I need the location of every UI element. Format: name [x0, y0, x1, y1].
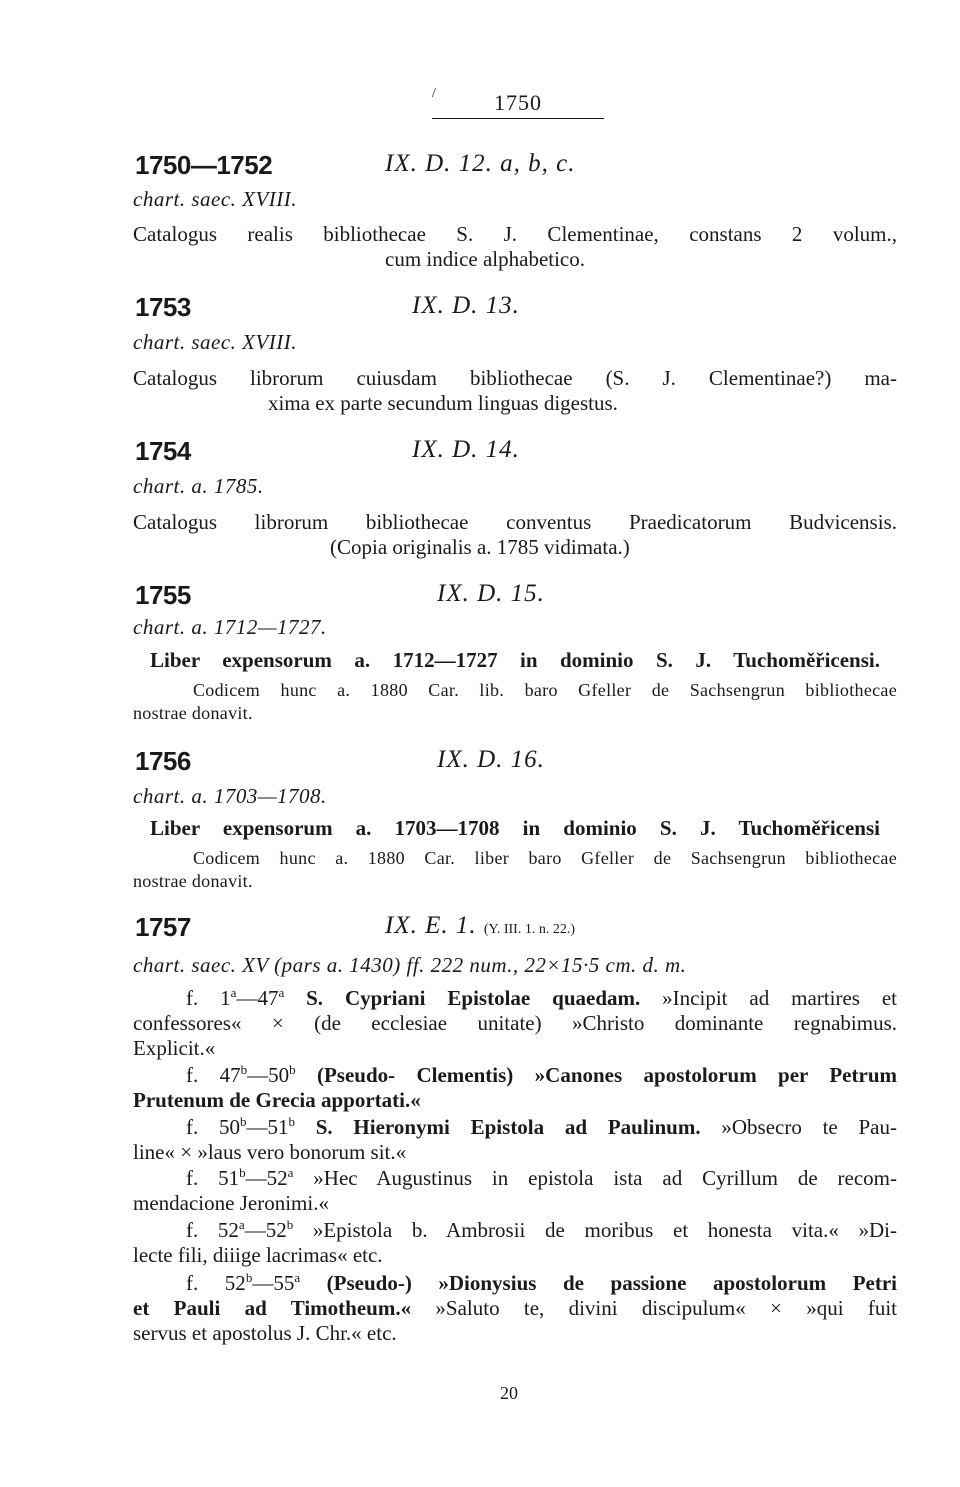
entry-number: 1753	[135, 292, 191, 322]
content-line: Explicit.«	[133, 1036, 216, 1060]
content-item: f. 51$^b$—52$^a$ »Hec Augustinus in epistola ista ad Cyrillum de recom-	[186, 1165, 897, 1190]
content-line: et Pauli ad Timotheum.« »Saluto te, divini discipulum« × »qui fuit	[133, 1296, 897, 1320]
content-folio: f. 51	[186, 1166, 240, 1190]
content-item: f. 1$^a$—47$^a$ S. Cypriani Epistolae quaedam. »Incipit ad martires et	[186, 985, 897, 1010]
content-item: f. 47$^b$—50$^b$ (Pseudo- Clementis) »Canones apostolorum per Petrum	[186, 1062, 897, 1087]
folio-number: 20	[500, 1383, 518, 1403]
content-folio: f. 52	[186, 1218, 239, 1242]
entry-meta: chart. saec. XV (pars a. 1430) ff. 222 num., 22×15·5 cm. d. m.	[133, 953, 687, 977]
entry-line: Catalogus librorum cuiusdam bibliothecae (S. J. Clementinae?) ma-	[133, 366, 897, 390]
entry-meta: chart. a. 1785.	[133, 474, 264, 498]
content-folio: f. 1	[186, 986, 231, 1010]
content-line: confessores« × (de ecclesiae unitate) »Christo dominante regnabimus.	[133, 1011, 897, 1035]
content-line: mendacione Jeronimi.«	[133, 1191, 329, 1215]
entry-note: Codicem hunc a. 1880 Car. lib. baro Gfeller de Sachsengrun bibliothecae	[193, 680, 897, 700]
entry-shelfmark: IX. D. 14.	[412, 436, 520, 463]
content-title: S. Cypriani Epistolae quaedam.	[284, 986, 641, 1010]
running-head-number: 1750	[494, 90, 542, 115]
content-item: f. 50$^b$—51$^b$ S. Hieronymi Epistola ad Paulinum. »Obsecro te Pau-	[186, 1114, 897, 1139]
running-head	[432, 86, 604, 119]
content-item: f. 52$^a$—52$^b$ »Epistola b. Ambrosii de moribus et honesta vita.« »Di-	[186, 1217, 897, 1242]
entry-line: Catalogus librorum bibliothecae conventus Praedicatorum Budvicensis.	[133, 510, 897, 534]
entry-meta: chart. saec. XVIII.	[133, 187, 298, 211]
content-line: line« × »laus vero bonorum sit.«	[133, 1140, 407, 1164]
content-title: (Pseudo-) »Dionysius de passione apostolorum Petri	[300, 1271, 897, 1295]
entry-note: Codicem hunc a. 1880 Car. liber baro Gfeller de Sachsengrun bibliothecae	[193, 848, 897, 868]
content-folio: f. 52	[186, 1271, 246, 1295]
entry-line: xima ex parte secundum linguas digestus.	[268, 391, 618, 415]
entry-number: 1757	[135, 912, 191, 942]
entry-meta: chart. a. 1703—1708.	[133, 784, 327, 808]
entry-meta: chart. a. 1712—1727.	[133, 615, 327, 639]
entry-number: 1756	[135, 746, 191, 776]
content-item: f. 52$^b$—55$^a$ (Pseudo-) »Dionysius de passione apostolorum Petri	[186, 1270, 897, 1295]
entry-shelfmark-main: IX. E. 1.	[385, 912, 477, 939]
entry-meta: chart. saec. XVIII.	[133, 330, 298, 354]
content-title: S. Hieronymi Epistola ad Paulinum.	[295, 1115, 701, 1139]
content-line: servus et apostolus J. Chr.« etc.	[133, 1321, 397, 1345]
entry-line: Liber expensorum a. 1712—1727 in dominio S. J. Tuchoměřicensi.	[150, 648, 880, 672]
running-head-mark: /	[432, 86, 436, 101]
entry-number: 1755	[135, 580, 191, 610]
entry-note: nostrae donavit.	[133, 703, 253, 723]
content-folio: f. 47	[186, 1063, 241, 1087]
entry-note: nostrae donavit.	[133, 871, 253, 891]
entry-shelfmark: IX. D. 13.	[412, 292, 520, 319]
content-line: lecte fili, diiige lacrimas« etc.	[133, 1243, 383, 1267]
entry-shelfmark	[385, 912, 575, 940]
entry-line: cum indice alphabetico.	[385, 247, 586, 271]
entry-line: (Copia originalis a. 1785 vidimata.)	[330, 535, 630, 559]
entry-number: 1754	[135, 436, 191, 466]
content-title: (Pseudo- Clementis) »Canones apostolorum per Petrum	[295, 1063, 897, 1087]
entry-number: 1750—1752	[135, 150, 273, 180]
entry-line: Catalogus realis bibliothecae S. J. Clementinae, constans 2 volum.,	[133, 222, 897, 246]
entry-shelfmark: IX. D. 15.	[437, 580, 545, 607]
entry-shelfmark: IX. D. 12. a, b, c.	[385, 150, 576, 177]
content-line: Prutenum de Grecia apportati.«	[133, 1088, 421, 1112]
entry-shelfmark: IX. D. 16.	[437, 746, 545, 773]
content-folio: f. 50	[186, 1115, 240, 1139]
entry-line: Liber expensorum a. 1703—1708 in dominio S. J. Tuchoměřicensi	[150, 816, 880, 840]
entry-shelfmark-old: (Y. III. 1. n. 22.)	[483, 922, 575, 937]
